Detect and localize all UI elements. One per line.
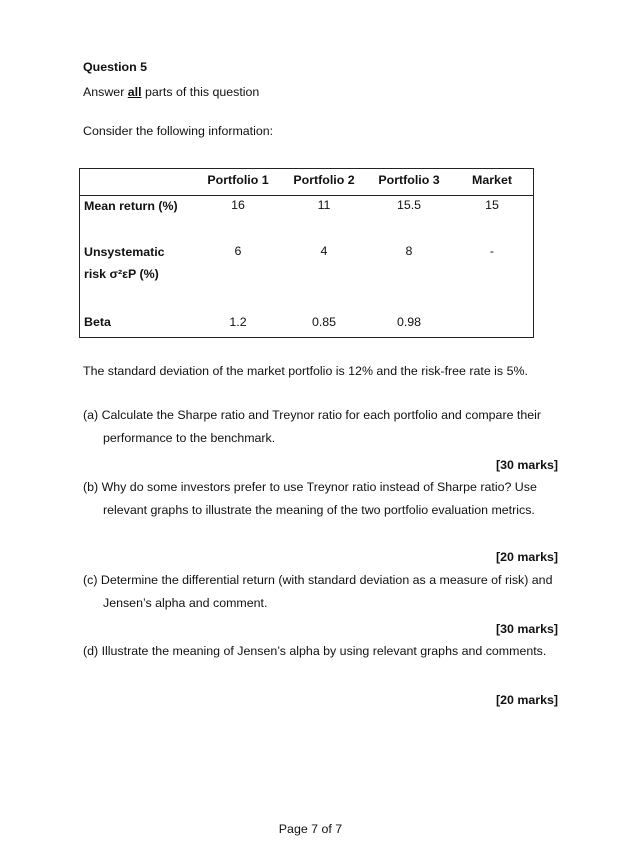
part-b: (b) Why do some investors prefer to use Treynor ratio instead of Sharpe ratio? Use relevant graphs to illustrate the meaning of the two portfolio evaluation metrics.	[83, 480, 537, 517]
column-header: Portfolio 3	[378, 173, 440, 187]
table-cell: 1.2	[229, 315, 247, 329]
marks-b: [20 marks]	[496, 550, 558, 564]
part-a: (a) Calculate the Sharpe ratio and Treynor ratio for each portfolio and compare their performance to the benchmark.	[83, 408, 542, 445]
row-label-beta: Beta	[84, 315, 111, 329]
table-cell: -	[489, 244, 495, 258]
intro-text: Consider the following information:	[83, 124, 274, 138]
part-c: (c) Determine the differential return (with standard deviation as a measure of risk) and Jensen’s alpha and comment.	[83, 573, 553, 610]
table-cell: 0.98	[396, 315, 422, 329]
table-cell: 4	[320, 244, 328, 258]
column-header: Portfolio 2	[293, 173, 355, 187]
row-label-mean-return: Mean return (%)	[84, 199, 178, 213]
column-header: Portfolio 1	[207, 173, 269, 187]
table-cell: 15	[485, 198, 499, 212]
data-table	[79, 168, 534, 338]
table-cell: 0.85	[311, 315, 337, 329]
table-cell: 11	[317, 198, 331, 212]
page-footer: Page 7 of 7	[278, 822, 343, 836]
instruction: Answer all parts of this question	[83, 85, 260, 99]
question-title: Question 5	[83, 60, 148, 74]
marks-c: [30 marks]	[496, 622, 558, 636]
row-label-unsystematic-risk: Unsystematic risk σ²εP (%)	[84, 245, 165, 281]
table-cell: 15.5	[396, 198, 422, 212]
table-cell: 16	[231, 198, 245, 212]
marks-d: [20 marks]	[496, 693, 558, 707]
instruction-emphasis: all	[127, 85, 142, 99]
marks-a: [30 marks]	[496, 458, 558, 472]
table-cell: 6	[234, 244, 242, 258]
column-header: Market	[472, 173, 512, 187]
market-statement: The standard deviation of the market portfolio is 12% and the risk-free rate is 5%.	[83, 364, 528, 378]
part-d: (d) Illustrate the meaning of Jensen’s alpha by using relevant graphs and comments.	[83, 644, 547, 658]
table-cell: 8	[405, 244, 413, 258]
